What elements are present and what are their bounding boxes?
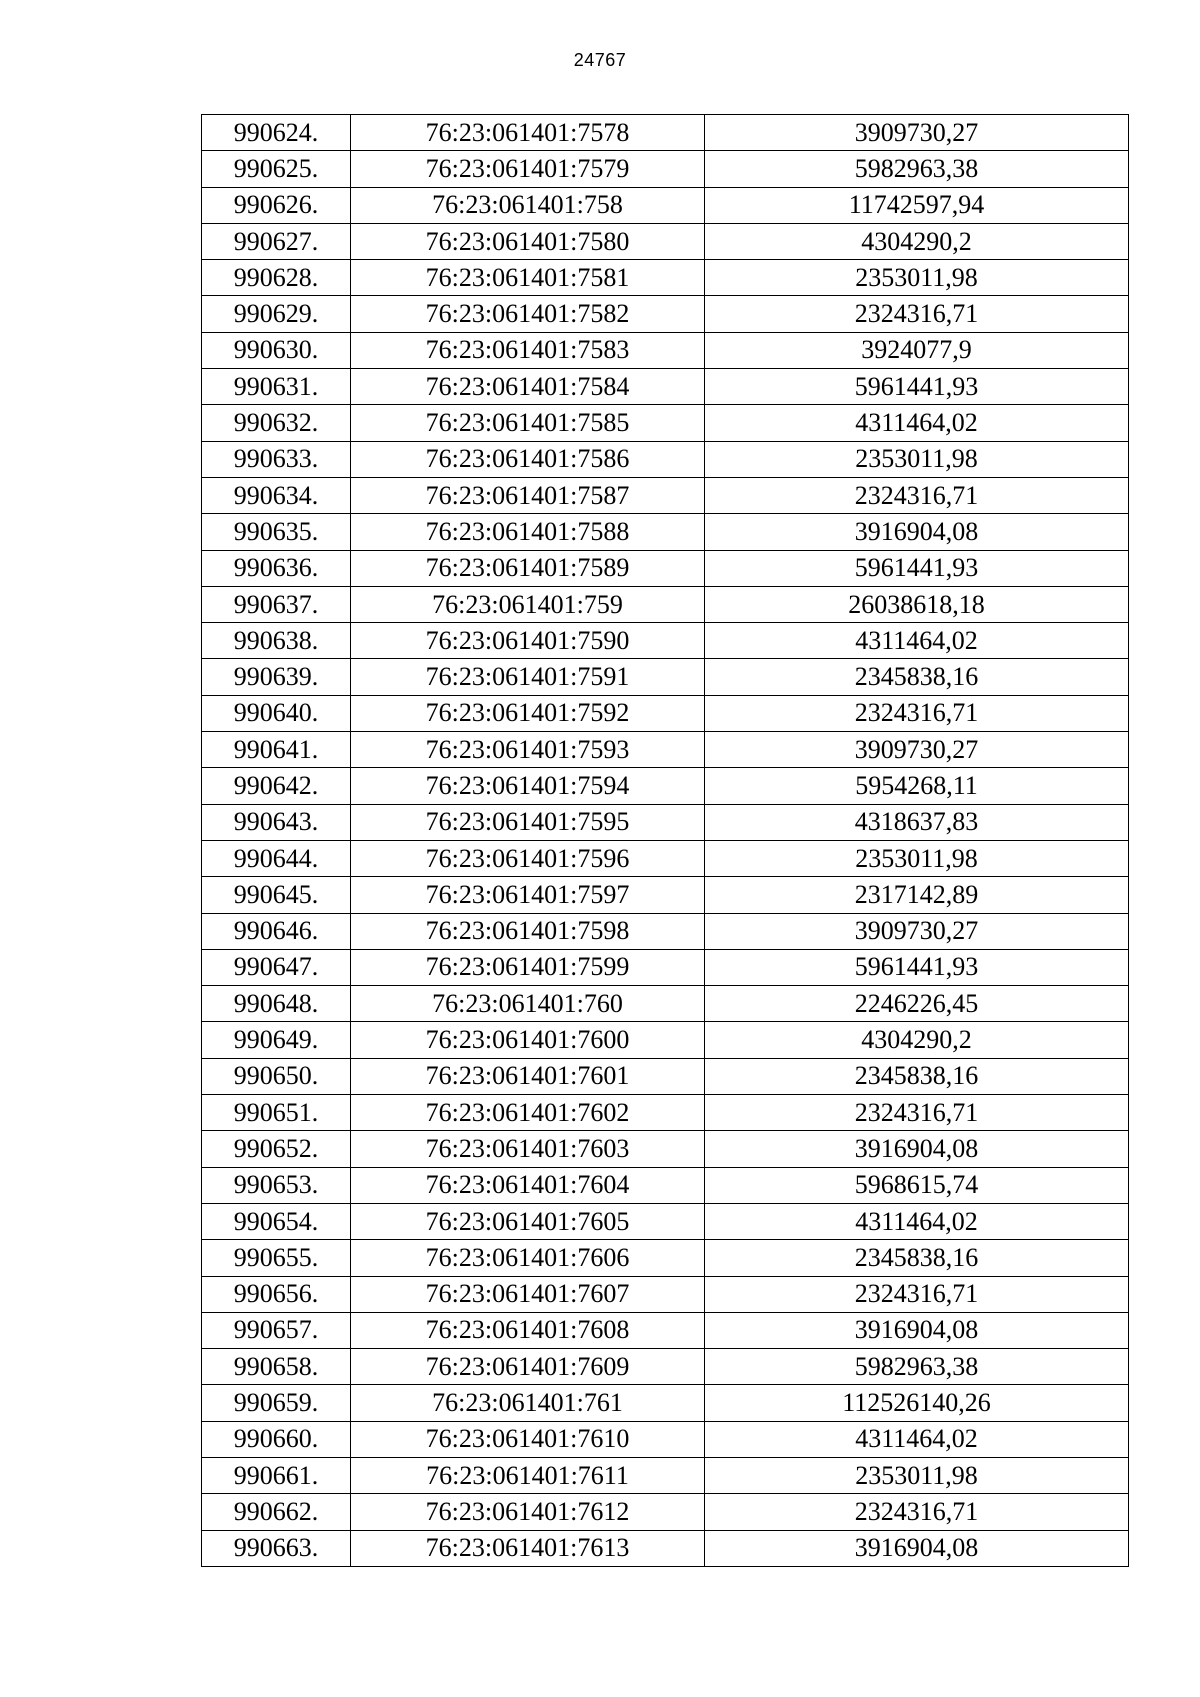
table-row [202, 369, 1129, 405]
table-row [202, 877, 1129, 913]
table-row [202, 260, 1129, 296]
row-number-cell: 990640. [202, 695, 351, 731]
row-number-cell: 990649. [202, 1022, 351, 1058]
cadastral-value-cell: 3916904,08 [705, 1131, 1129, 1167]
row-number-cell: 990657. [202, 1312, 351, 1348]
cadastral-value-cell: 2324316,71 [705, 1095, 1129, 1131]
row-number-cell: 990642. [202, 768, 351, 804]
cadastral-value-cell: 3916904,08 [705, 1312, 1129, 1348]
table-row [202, 477, 1129, 513]
row-number-cell: 990651. [202, 1095, 351, 1131]
cadastral-number-cell: 76:23:061401:7599 [351, 949, 705, 985]
row-number-cell: 990641. [202, 732, 351, 768]
table-row [202, 1131, 1129, 1167]
cadastral-number-cell: 76:23:061401:7607 [351, 1276, 705, 1312]
cadastral-value-cell: 2246226,45 [705, 986, 1129, 1022]
row-number-cell: 990662. [202, 1494, 351, 1530]
row-number-cell: 990626. [202, 187, 351, 223]
cadastral-number-cell: 76:23:061401:7592 [351, 695, 705, 731]
cadastral-value-cell: 2317142,89 [705, 877, 1129, 913]
cadastral-number-cell: 76:23:061401:7594 [351, 768, 705, 804]
cadastral-value-cell: 2353011,98 [705, 260, 1129, 296]
row-number-cell: 990639. [202, 659, 351, 695]
table-body [202, 115, 1129, 1567]
cadastral-value-cell: 2345838,16 [705, 1240, 1129, 1276]
cadastral-number-cell: 76:23:061401:7596 [351, 840, 705, 876]
row-number-cell: 990659. [202, 1385, 351, 1421]
cadastral-value-cell: 4311464,02 [705, 1421, 1129, 1457]
cadastral-value-cell: 2324316,71 [705, 695, 1129, 731]
cadastral-value-cell: 4311464,02 [705, 1203, 1129, 1239]
cadastral-value-cell: 2324316,71 [705, 477, 1129, 513]
cadastral-number-cell: 76:23:061401:7584 [351, 369, 705, 405]
row-number-cell: 990632. [202, 405, 351, 441]
cadastral-number-cell: 76:23:061401:7582 [351, 296, 705, 332]
row-number-cell: 990655. [202, 1240, 351, 1276]
cadastral-value-cell: 112526140,26 [705, 1385, 1129, 1421]
cadastral-value-cell: 2324316,71 [705, 1276, 1129, 1312]
row-number-cell: 990631. [202, 369, 351, 405]
table-row [202, 441, 1129, 477]
cadastral-number-cell: 76:23:061401:7578 [351, 115, 705, 151]
cadastral-value-cell: 3916904,08 [705, 514, 1129, 550]
cadastral-number-cell: 76:23:061401:758 [351, 187, 705, 223]
table-row [202, 913, 1129, 949]
table-row [202, 1022, 1129, 1058]
row-number-cell: 990629. [202, 296, 351, 332]
table-row [202, 405, 1129, 441]
cadastral-number-cell: 76:23:061401:7580 [351, 223, 705, 259]
cadastral-number-cell: 76:23:061401:7604 [351, 1167, 705, 1203]
cadastral-value-cell: 5982963,38 [705, 151, 1129, 187]
cadastral-number-cell: 76:23:061401:7608 [351, 1312, 705, 1348]
cadastral-value-cell: 2345838,16 [705, 1058, 1129, 1094]
cadastral-number-cell: 76:23:061401:7590 [351, 623, 705, 659]
cadastral-value-cell: 5961441,93 [705, 949, 1129, 985]
cadastral-number-cell: 76:23:061401:7579 [351, 151, 705, 187]
cadastral-value-cell: 4304290,2 [705, 1022, 1129, 1058]
cadastral-number-cell: 76:23:061401:7603 [351, 1131, 705, 1167]
cadastral-number-cell: 76:23:061401:7601 [351, 1058, 705, 1094]
table-row [202, 1421, 1129, 1457]
cadastral-number-cell: 76:23:061401:760 [351, 986, 705, 1022]
cadastral-number-cell: 76:23:061401:7593 [351, 732, 705, 768]
cadastral-number-cell: 76:23:061401:7613 [351, 1530, 705, 1566]
table-row [202, 586, 1129, 622]
table-row [202, 659, 1129, 695]
row-number-cell: 990644. [202, 840, 351, 876]
row-number-cell: 990653. [202, 1167, 351, 1203]
cadastral-value-cell: 5982963,38 [705, 1349, 1129, 1385]
table-row [202, 1349, 1129, 1385]
cadastral-number-cell: 76:23:061401:7581 [351, 260, 705, 296]
row-number-cell: 990627. [202, 223, 351, 259]
table-row [202, 804, 1129, 840]
cadastral-number-cell: 76:23:061401:7598 [351, 913, 705, 949]
cadastral-number-cell: 76:23:061401:7586 [351, 441, 705, 477]
row-number-cell: 990660. [202, 1421, 351, 1457]
cadastral-number-cell: 76:23:061401:7597 [351, 877, 705, 913]
table-row [202, 1095, 1129, 1131]
cadastral-number-cell: 76:23:061401:7587 [351, 477, 705, 513]
cadastral-value-cell: 26038618,18 [705, 586, 1129, 622]
table-row [202, 1494, 1129, 1530]
table-row [202, 1167, 1129, 1203]
cadastral-number-cell: 76:23:061401:759 [351, 586, 705, 622]
cadastral-value-cell: 2353011,98 [705, 441, 1129, 477]
row-number-cell: 990652. [202, 1131, 351, 1167]
cadastral-value-cell: 2324316,71 [705, 296, 1129, 332]
row-number-cell: 990643. [202, 804, 351, 840]
row-number-cell: 990635. [202, 514, 351, 550]
table-row [202, 1385, 1129, 1421]
cadastral-value-cell: 3909730,27 [705, 913, 1129, 949]
table-row [202, 187, 1129, 223]
cadastral-number-cell: 76:23:061401:7610 [351, 1421, 705, 1457]
row-number-cell: 990658. [202, 1349, 351, 1385]
table-row [202, 695, 1129, 731]
row-number-cell: 990634. [202, 477, 351, 513]
cadastral-value-cell: 2345838,16 [705, 659, 1129, 695]
cadastral-value-table [201, 114, 1129, 1567]
cadastral-value-cell: 5961441,93 [705, 369, 1129, 405]
cadastral-value-cell: 11742597,94 [705, 187, 1129, 223]
cadastral-number-cell: 76:23:061401:7595 [351, 804, 705, 840]
cadastral-number-cell: 76:23:061401:7611 [351, 1457, 705, 1493]
table-row [202, 514, 1129, 550]
row-number-cell: 990630. [202, 332, 351, 368]
cadastral-number-cell: 76:23:061401:7588 [351, 514, 705, 550]
cadastral-number-cell: 76:23:061401:7589 [351, 550, 705, 586]
table-row [202, 1203, 1129, 1239]
cadastral-number-cell: 76:23:061401:7612 [351, 1494, 705, 1530]
row-number-cell: 990648. [202, 986, 351, 1022]
table-row [202, 986, 1129, 1022]
cadastral-value-cell: 2353011,98 [705, 840, 1129, 876]
table-row [202, 949, 1129, 985]
table-row [202, 1276, 1129, 1312]
cadastral-value-cell: 3909730,27 [705, 115, 1129, 151]
cadastral-number-cell: 76:23:061401:7591 [351, 659, 705, 695]
cadastral-number-cell: 76:23:061401:7602 [351, 1095, 705, 1131]
row-number-cell: 990647. [202, 949, 351, 985]
cadastral-number-cell: 76:23:061401:7585 [351, 405, 705, 441]
cadastral-value-cell: 3909730,27 [705, 732, 1129, 768]
cadastral-number-cell: 76:23:061401:7605 [351, 1203, 705, 1239]
cadastral-value-cell: 2353011,98 [705, 1457, 1129, 1493]
row-number-cell: 990656. [202, 1276, 351, 1312]
cadastral-value-cell: 4311464,02 [705, 623, 1129, 659]
cadastral-value-cell: 3916904,08 [705, 1530, 1129, 1566]
row-number-cell: 990645. [202, 877, 351, 913]
table-row [202, 1530, 1129, 1566]
cadastral-number-cell: 76:23:061401:7609 [351, 1349, 705, 1385]
cadastral-value-cell: 4318637,83 [705, 804, 1129, 840]
page-number: 24767 [573, 50, 627, 70]
cadastral-number-cell: 76:23:061401:761 [351, 1385, 705, 1421]
cadastral-value-cell: 4304290,2 [705, 223, 1129, 259]
cadastral-value-cell: 5961441,93 [705, 550, 1129, 586]
table-row [202, 623, 1129, 659]
table-row [202, 296, 1129, 332]
cadastral-value-cell: 2324316,71 [705, 1494, 1129, 1530]
row-number-cell: 990638. [202, 623, 351, 659]
table-row [202, 332, 1129, 368]
table-row [202, 151, 1129, 187]
cadastral-value-cell: 5954268,11 [705, 768, 1129, 804]
row-number-cell: 990654. [202, 1203, 351, 1239]
table-row [202, 768, 1129, 804]
cadastral-number-cell: 76:23:061401:7606 [351, 1240, 705, 1276]
row-number-cell: 990628. [202, 260, 351, 296]
cadastral-number-cell: 76:23:061401:7600 [351, 1022, 705, 1058]
row-number-cell: 990636. [202, 550, 351, 586]
table-row [202, 1312, 1129, 1348]
cadastral-value-cell: 3924077,9 [705, 332, 1129, 368]
row-number-cell: 990650. [202, 1058, 351, 1094]
table-row [202, 550, 1129, 586]
table-row [202, 223, 1129, 259]
table-row [202, 1457, 1129, 1493]
row-number-cell: 990637. [202, 586, 351, 622]
row-number-cell: 990663. [202, 1530, 351, 1566]
table-row [202, 840, 1129, 876]
table-row [202, 115, 1129, 151]
table-row [202, 1058, 1129, 1094]
cadastral-value-cell: 4311464,02 [705, 405, 1129, 441]
row-number-cell: 990661. [202, 1457, 351, 1493]
cadastral-number-cell: 76:23:061401:7583 [351, 332, 705, 368]
row-number-cell: 990633. [202, 441, 351, 477]
table-row [202, 1240, 1129, 1276]
row-number-cell: 990646. [202, 913, 351, 949]
table-row [202, 732, 1129, 768]
row-number-cell: 990625. [202, 151, 351, 187]
row-number-cell: 990624. [202, 115, 351, 151]
cadastral-value-cell: 5968615,74 [705, 1167, 1129, 1203]
